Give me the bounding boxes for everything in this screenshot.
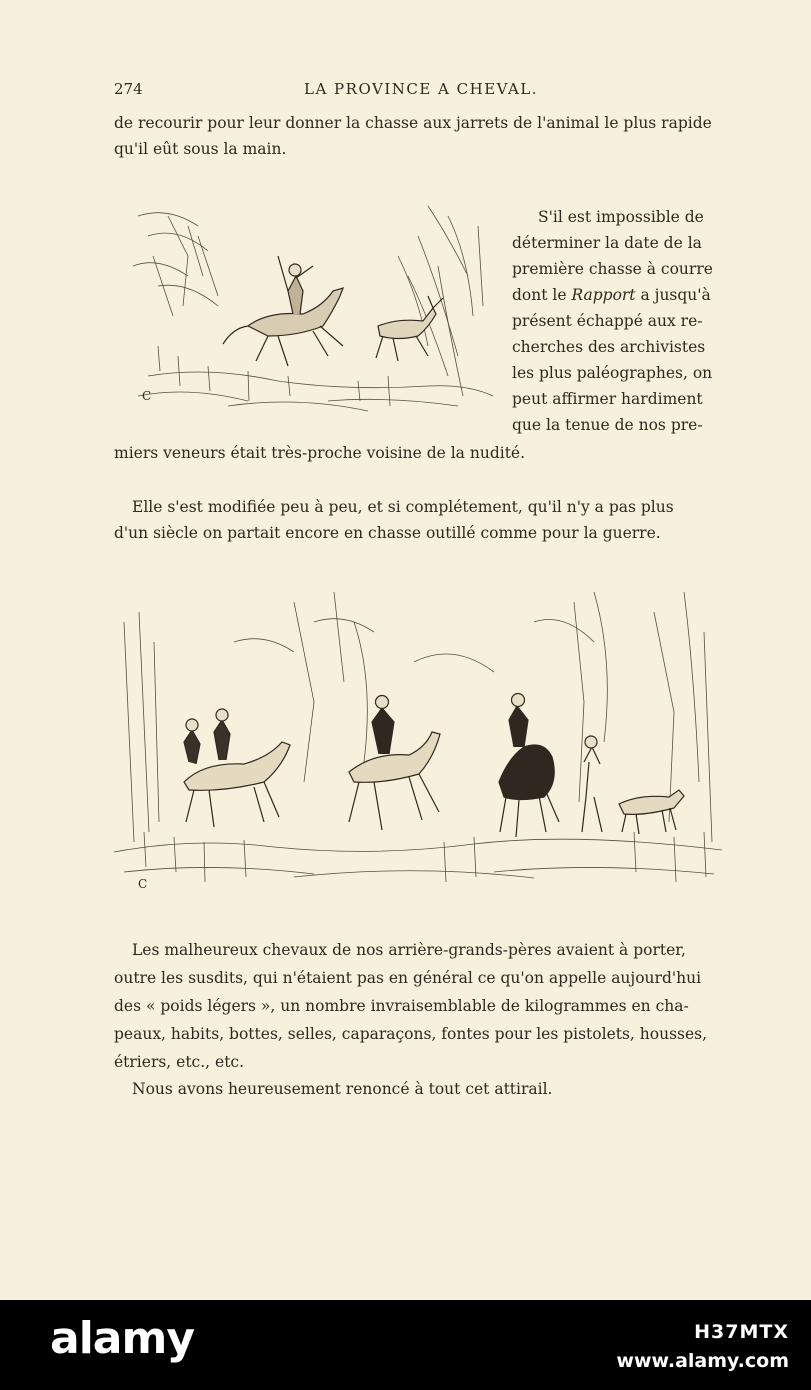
paragraph-3-line-4: peaux, habits, bottes, selles, caparaçons, fontes pour les pistolets, housses, [114,1025,708,1043]
running-title: LA PROVINCE A CHEVAL. [304,80,539,98]
signature-1: C [142,389,152,403]
body-line-3: miers veneurs était très-proche voisine de la nudité. [114,444,526,462]
paragraph-2-line-1: Elle s'est modifiée peu à peu, et si complétement, qu'il n'y a pas plus [132,498,674,516]
body-line-2: qu'il eût sous la main. [114,140,287,158]
side-line-3: première chasse à courre [512,260,713,278]
illustration-forest-riders [114,582,722,902]
brand-logo: alamy [50,1313,194,1364]
side-line-9: que la tenue de nos pre- [512,416,703,434]
side-line-4 [512,282,718,308]
page-header [114,76,718,102]
side-line-1: S'il est impossible de [538,208,704,226]
paragraph-3-line-2: outre les susdits, qui n'étaient pas en général ce qu'on appelle aujourd'hui [114,969,702,987]
body-line-1: de recourir pour leur donner la chasse aux jarrets de l'animal le plus rapide [114,114,712,132]
brand-url: www.alamy.com [616,1350,789,1372]
paragraph-3-line-5: étriers, etc., etc. [114,1053,245,1071]
image-id: H37MTX [694,1321,789,1343]
side-line-7: les plus paléographes, on [512,364,713,382]
paragraph-2-line-2: d'un siècle on partait encore en chasse outillé comme pour la guerre. [114,524,661,542]
side-line-2: déterminer la date de la [512,234,702,252]
side-line-4-pre: dont le [512,286,572,304]
paragraph-3-line-1: Les malheureux chevaux de nos arrière-grands-pères avaient à porter, [132,941,686,959]
page-number: 274 [114,80,143,98]
paragraph-4: Nous avons heureusement renoncé à tout cet attirail. [132,1080,553,1098]
side-line-8: peut affirmer hardiment [512,390,703,408]
rapport-italic: Rapport [571,286,636,304]
side-line-5: présent échappé aux re- [512,312,703,330]
illustration-stag-hunt [128,196,498,434]
paragraph-3-line-3: des « poids légers », un nombre invraisemblable de kilogrammes en cha- [114,997,689,1015]
signature-2: C [138,877,148,891]
side-line-6: cherches des archivistes [512,338,706,356]
side-line-4-post: a jusqu'à [635,286,711,304]
